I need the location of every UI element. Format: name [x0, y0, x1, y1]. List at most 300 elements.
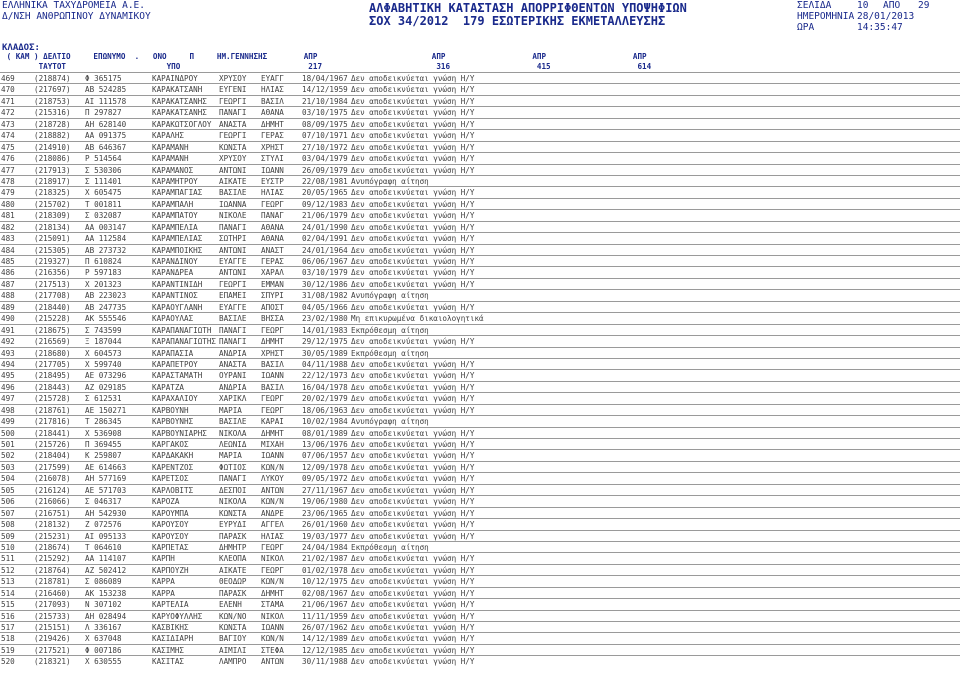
first-name: ΚΛΕΟΠΑ: [219, 554, 247, 564]
candidate-code: (218680): [34, 348, 71, 358]
org-name: ΕΛΛΗΝΙΚΑ ΤΑΧΥΔΡΟΜΕΙΑ Α.Ε.: [2, 0, 145, 11]
row-separator: [0, 438, 960, 439]
father-name: ΧΑΡΑΛ: [261, 268, 284, 278]
birth-date: 21/06/1979: [302, 211, 348, 221]
row-separator: [0, 484, 960, 485]
row-number: 477: [1, 165, 15, 175]
birth-date: 21/10/1984: [302, 96, 348, 106]
row-number: 513: [1, 577, 15, 587]
surname: ΚΑΡΑΝΔΙΝΟΥ: [152, 257, 198, 266]
father-name: ΜΙΧΑΗ: [261, 440, 284, 449]
row-separator: [0, 472, 960, 473]
row-separator: [0, 255, 960, 256]
father-name: ΒΑΣΙΛ: [261, 382, 284, 392]
father-name: ΣΠΥΡΙ: [261, 291, 284, 301]
candidate-code: (215702): [34, 199, 71, 209]
time-value: 14:35:47: [857, 22, 903, 33]
row-number: 504: [1, 474, 15, 484]
father-name: ΗΛΙΑΣ: [261, 531, 284, 541]
father-name: ΓΕΡΑΣ: [261, 131, 284, 141]
row-separator: [0, 106, 960, 107]
row-separator: [0, 587, 960, 588]
first-name: ΑΝΔΡΙΑ: [219, 348, 247, 358]
father-name: ΑΓΓΕΛ: [261, 520, 284, 530]
candidate-code: (215728): [34, 394, 71, 404]
rejection-reason: Ανυπόγραφη αίτηση: [351, 417, 429, 427]
candidate-code: (217521): [34, 645, 71, 655]
candidate-code: (218917): [34, 176, 71, 186]
rejection-reason: Δεν αποδεικνύεται γνώση Η/Υ: [351, 119, 475, 129]
rejection-reason: Δεν αποδεικνύεται γνώση Η/Υ: [351, 302, 475, 312]
column-header-line1: ( ΚΑΜ ) ΔΕΛΤΙΟ ΕΠΩΝΥΜΟ . ΟΝΟ Π ΗΜ.ΓΕΝΝΗΣΗΣ ΑΠΡ ΑΠΡ ΑΠΡ ΑΠΡ: [2, 52, 647, 61]
birth-date: 24/01/1990: [302, 222, 348, 232]
rejection-reason: Δεν αποδεικνύεται γνώση Η/Υ: [351, 428, 475, 438]
father-name: ΙΩΑΝΝ: [261, 623, 284, 632]
row-number: 485: [1, 257, 15, 266]
row-separator: [0, 449, 960, 450]
father-name: ΚΩΝ/Ν: [261, 577, 284, 587]
id-card-number: Χ 604573: [85, 348, 122, 358]
birth-date: 24/01/1964: [302, 245, 348, 255]
row-separator: [0, 621, 960, 622]
first-name: ΓΕΩΡΓΙ: [219, 279, 247, 289]
surname: ΚΑΡΛΟΒΙΤΣ: [152, 485, 194, 495]
row-separator: [0, 461, 960, 462]
row-number: 488: [1, 291, 15, 301]
id-card-number: ΑΕ 614663: [85, 462, 127, 472]
rejection-reason: Δεν αποδεικνύεται γνώση Η/Υ: [351, 245, 475, 255]
birth-date: 09/05/1972: [302, 474, 348, 484]
id-card-number: Χ 599740: [85, 359, 122, 369]
father-name: ΓΕΩΡΓ: [261, 542, 284, 552]
first-name: ΑΙΚΑΤΕ: [219, 176, 247, 186]
birth-date: 21/02/1987: [302, 554, 348, 564]
row-number: 505: [1, 485, 15, 495]
first-name: ΕΠΑΜΕΙ: [219, 291, 247, 301]
id-card-number: ΑΕ 150271: [85, 405, 127, 415]
candidate-code: (215231): [34, 531, 71, 541]
birth-date: 19/06/1980: [302, 497, 348, 507]
id-card-number: Σ 743599: [85, 325, 122, 335]
rejection-reason: Δεν αποδεικνύεται γνώση Η/Υ: [351, 634, 475, 644]
first-name: ΑΝΑΣΤΑ: [219, 359, 247, 369]
row-separator: [0, 552, 960, 553]
rejection-reason: Δεν αποδεικνύεται γνώση Η/Υ: [351, 382, 475, 392]
surname: ΚΑΡΟΖΑ: [152, 497, 180, 507]
rejection-reason: Δεν αποδεικνύεται γνώση Η/Υ: [351, 588, 475, 598]
surname: ΚΑΡΑΜΠΑΓΙΑΣ: [152, 188, 203, 198]
father-name: ΔΗΜΗΤ: [261, 337, 284, 347]
surname: ΚΑΡΑΝΤΙΝΟΣ: [152, 291, 198, 301]
first-name: ΦΩΤΙΟΣ: [219, 462, 247, 472]
row-number: 500: [1, 428, 15, 438]
candidate-code: (218440): [34, 302, 71, 312]
row-separator: [0, 175, 960, 176]
table-row: [0, 656, 960, 667]
rejection-reason: Δεν αποδεικνύεται γνώση Η/Υ: [351, 96, 475, 106]
row-separator: [0, 655, 960, 656]
father-name: ΚΩΝ/Ν: [261, 462, 284, 472]
row-number: 510: [1, 542, 15, 552]
candidate-code: (216460): [34, 588, 71, 598]
row-number: 497: [1, 394, 15, 404]
row-separator: [0, 244, 960, 245]
surname: ΚΑΡΑΜΑΝΗ: [152, 154, 189, 164]
first-name: ΕΥΓΕΝΙ: [219, 85, 247, 95]
surname: ΚΑΣΙΜΗΣ: [152, 645, 185, 655]
birth-date: 27/11/1967: [302, 485, 348, 495]
candidate-code: (218728): [34, 119, 71, 129]
first-name: ΧΑΡΙΚΛ: [219, 394, 247, 404]
rejection-reason: Δεν αποδεικνύεται γνώση Η/Υ: [351, 497, 475, 507]
birth-date: 10/12/1975: [302, 577, 348, 587]
candidate-code: (216569): [34, 337, 71, 347]
row-number: 482: [1, 222, 15, 232]
id-card-number: ΑΕ 073296: [85, 371, 127, 381]
rejection-reason: Δεν αποδεικνύεται γνώση Η/Υ: [351, 234, 475, 244]
row-separator: [0, 644, 960, 645]
id-card-number: Ρ 514564: [85, 154, 122, 164]
birth-date: 21/06/1967: [302, 600, 348, 610]
rejection-reason: Δεν αποδεικνύεται γνώση Η/Υ: [351, 131, 475, 141]
id-card-number: Σ 086089: [85, 577, 122, 587]
rejection-reason: Δεν αποδεικνύεται γνώση Η/Υ: [351, 554, 475, 564]
rejection-reason: Δεν αποδεικνύεται γνώση Η/Υ: [351, 531, 475, 541]
row-number: 490: [1, 314, 15, 324]
rejection-reason: Δεν αποδεικνύεται γνώση Η/Υ: [351, 405, 475, 415]
surname: ΚΑΡΠΕΤΑΣ: [152, 542, 189, 552]
father-name: ΧΡΗΣΤ: [261, 142, 284, 152]
row-separator: [0, 118, 960, 119]
page-label: ΣΕΛΙΔΑ: [797, 0, 832, 11]
candidate-code: (218309): [34, 211, 71, 221]
rejection-reason: Δεν αποδεικνύεται γνώση Η/Υ: [351, 279, 475, 289]
surname: ΚΑΡΑΠΑΣΙΑ: [152, 348, 194, 358]
row-number: 514: [1, 588, 15, 598]
father-name: ΝΙΚΟΛ: [261, 554, 284, 564]
surname: ΚΑΡΠΗ: [152, 554, 175, 564]
time-label: ΩΡΑ: [797, 22, 815, 33]
rejection-reason: Δεν αποδεικνύεται γνώση Η/Υ: [351, 451, 475, 461]
candidate-code: (216356): [34, 268, 71, 278]
row-number: 495: [1, 371, 15, 381]
row-separator: [0, 301, 960, 302]
id-card-number: ΑΑ 112584: [85, 234, 127, 244]
rejection-reason: Δεν αποδεικνύεται γνώση Η/Υ: [351, 520, 475, 530]
id-card-number: Χ 630555: [85, 657, 122, 667]
rejection-reason: Δεν αποδεικνύεται γνώση Η/Υ: [351, 600, 475, 610]
row-number: 493: [1, 348, 15, 358]
candidate-code: (219327): [34, 257, 71, 266]
rejection-reason: Δεν αποδεικνύεται γνώση Η/Υ: [351, 565, 475, 575]
first-name: ΒΑΣΙΛΕ: [219, 314, 247, 324]
row-separator: [0, 129, 960, 130]
father-name: ΑΘΑΝΑ: [261, 234, 284, 244]
id-card-number: ΑΒ 223023: [85, 291, 127, 301]
first-name: ΑΝΔΡΙΑ: [219, 382, 247, 392]
birth-date: 12/09/1978: [302, 462, 348, 472]
candidate-code: (217816): [34, 417, 71, 427]
id-card-number: ΑΙ 095133: [85, 531, 127, 541]
rejection-reason: Δεν αποδεικνύεται γνώση Η/Υ: [351, 645, 475, 655]
rejection-reason: Δεν αποδεικνύεται γνώση Η/Υ: [351, 268, 475, 278]
rejection-reason: Μη επικυρωμένα δικαιολογητικά: [351, 314, 484, 324]
father-name: ΒΑΣΙΛ: [261, 96, 284, 106]
birth-date: 04/05/1966: [302, 302, 348, 312]
row-separator: [0, 541, 960, 542]
rejection-reason: Δεν αποδεικνύεται γνώση Η/Υ: [351, 257, 475, 266]
birth-date: 22/12/1973: [302, 371, 348, 381]
rejection-reason: Δεν αποδεικνύεται γνώση Η/Υ: [351, 440, 475, 449]
date-label: ΗΜΕΡΟΜΗΝΙΑ: [797, 11, 855, 22]
first-name: ΛΑΜΠΡΟ: [219, 657, 247, 667]
row-separator: [0, 530, 960, 531]
birth-date: 07/06/1957: [302, 451, 348, 461]
first-name: ΑΝΤΩΝΙ: [219, 165, 247, 175]
first-name: ΒΑΣΙΛΕ: [219, 188, 247, 198]
first-name: ΠΑΝΑΓΙ: [219, 222, 247, 232]
row-separator: [0, 507, 960, 508]
first-name: ΓΕΩΡΓΙ: [219, 131, 247, 141]
surname: ΚΑΡΑΛΗΣ: [152, 131, 185, 141]
first-name: ΑΝΤΩΝΙ: [219, 268, 247, 278]
rejection-reason: Δεν αποδεικνύεται γνώση Η/Υ: [351, 188, 475, 198]
father-name: ΠΑΝΑΓ: [261, 211, 284, 221]
row-separator: [0, 141, 960, 142]
rejection-reason: Δεν αποδεικνύεται γνώση Η/Υ: [351, 394, 475, 404]
row-separator: [0, 575, 960, 576]
id-card-number: Λ 336167: [85, 623, 122, 632]
row-separator: [0, 598, 960, 599]
surname: ΚΑΡΟΥΣΟΥ: [152, 520, 189, 530]
father-name: ΕΥΑΓΓ: [261, 74, 284, 83]
first-name: ΕΛΕΝΗ: [219, 600, 242, 610]
candidate-table: [0, 73, 960, 668]
birth-date: 23/06/1965: [302, 508, 348, 518]
first-name: ΠΑΡΑΣΚ: [219, 531, 247, 541]
candidate-code: (218404): [34, 451, 71, 461]
branch-label: ΚΛΑΔΟΣ:: [2, 43, 40, 53]
father-name: ΕΥΣΤΡ: [261, 176, 284, 186]
row-number: 487: [1, 279, 15, 289]
id-card-number: Π 297827: [85, 108, 122, 118]
surname: ΚΑΡΑΜΠΑΛΗ: [152, 199, 194, 209]
rejection-reason: Εκπρόθεσμη αίτηση: [351, 542, 429, 552]
surname: ΚΑΡΑΝΔΡΕΑ: [152, 268, 194, 278]
row-number: 496: [1, 382, 15, 392]
birth-date: 22/08/1981: [302, 176, 348, 186]
report-title: ΑΛΦΑΒΗΤΙΚΗ ΚΑΤΑΣΤΑΣΗ ΑΠΟΡΡΙΦΘΕΝΤΩΝ ΥΠΟΨΗΦΙΩΝ: [369, 1, 687, 15]
id-card-number: ΑΑ 114107: [85, 554, 127, 564]
surname: ΚΑΡΑΜΗΤΡΟΥ: [152, 176, 198, 186]
id-card-number: Τ 286345: [85, 417, 122, 427]
id-card-number: ΑΚ 153238: [85, 588, 127, 598]
father-name: ΑΝΑΣΤ: [261, 245, 284, 255]
surname: ΚΑΡΕΝΤΖΟΣ: [152, 462, 194, 472]
first-name: ΧΡΥΣΟΥ: [219, 74, 247, 83]
birth-date: 30/11/1988: [302, 657, 348, 667]
row-separator: [0, 72, 960, 73]
row-separator: [0, 392, 960, 393]
row-separator: [0, 95, 960, 96]
father-name: ΑΠΟΣΤ: [261, 302, 284, 312]
birth-date: 23/02/1980: [302, 314, 348, 324]
id-card-number: Χ 536908: [85, 428, 122, 438]
row-number: 491: [1, 325, 15, 335]
surname: ΚΑΡΠΟΥΖΗ: [152, 565, 189, 575]
birth-date: 31/08/1982: [302, 291, 348, 301]
candidate-code: (218874): [34, 74, 71, 83]
first-name: ΜΑΡΙΑ: [219, 405, 242, 415]
column-header-line2: ΤΑΥΤΟΤ ΥΠΟ 217 316 415 614: [2, 62, 652, 71]
row-number: 472: [1, 108, 15, 118]
report-subtitle: ΣΟΧ 34/2012 179 ΕΣΩΤΕΡΙΚΗΣ ΕΚΜΕΤΑΛΛΕΥΣΗΣ: [369, 14, 666, 28]
row-number: 473: [1, 119, 15, 129]
surname: ΚΑΡΑΚΑΤΣΑΝΗΣ: [152, 108, 207, 118]
rejection-reason: Δεν αποδεικνύεται γνώση Η/Υ: [351, 462, 475, 472]
surname: ΚΑΡΒΟΥΝΗ: [152, 405, 189, 415]
surname: ΚΑΡΑΜΠΑΤΟΥ: [152, 211, 198, 221]
row-separator: [0, 324, 960, 325]
id-card-number: ΑΖ 502412: [85, 565, 127, 575]
row-number: 499: [1, 417, 15, 427]
first-name: ΑΝΤΩΝΙ: [219, 245, 247, 255]
row-number: 517: [1, 623, 15, 632]
candidate-code: (218753): [34, 96, 71, 106]
row-separator: [0, 632, 960, 633]
father-name: ΑΘΑΝΑ: [261, 108, 284, 118]
birth-date: 20/05/1965: [302, 188, 348, 198]
row-separator: [0, 83, 960, 84]
row-number: 512: [1, 565, 15, 575]
first-name: ΟΥΡΑΝΙ: [219, 371, 247, 381]
surname: ΚΑΡΑΜΠΕΛΙΑ: [152, 222, 198, 232]
surname: ΚΑΡΟΥΜΠΑ: [152, 508, 189, 518]
candidate-code: (215292): [34, 554, 71, 564]
candidate-code: (218443): [34, 382, 71, 392]
id-card-number: ΑΕ 571703: [85, 485, 127, 495]
first-name: ΓΕΩΡΓΙ: [219, 96, 247, 106]
id-card-number: ΑΒ 524285: [85, 85, 127, 95]
id-card-number: Χ 605475: [85, 188, 122, 198]
candidate-code: (216078): [34, 474, 71, 484]
surname: ΚΑΡΑΣΤΑΜΑΤΗ: [152, 371, 203, 381]
father-name: ΓΕΡΑΣ: [261, 257, 284, 266]
row-number: 476: [1, 154, 15, 164]
candidate-code: (215228): [34, 314, 71, 324]
first-name: ΙΩΑΝΝΑ: [219, 199, 247, 209]
row-number: 508: [1, 520, 15, 530]
row-number: 520: [1, 657, 15, 667]
first-name: ΑΙΜΙΛΙ: [219, 645, 247, 655]
row-number: 471: [1, 96, 15, 106]
father-name: ΚΩΝ/Ν: [261, 497, 284, 507]
id-card-number: Χ 201323: [85, 279, 122, 289]
rejection-reason: Δεν αποδεικνύεται γνώση Η/Υ: [351, 222, 475, 232]
row-separator: [0, 289, 960, 290]
candidate-code: (218325): [34, 188, 71, 198]
surname: ΚΑΡΑΝΤΙΝΙΔΗ: [152, 279, 203, 289]
birth-date: 20/02/1979: [302, 394, 348, 404]
row-separator: [0, 358, 960, 359]
row-number: 480: [1, 199, 15, 209]
row-separator: [0, 209, 960, 210]
surname: ΚΑΡΒΟΥΝΗΣ: [152, 417, 194, 427]
row-separator: [0, 164, 960, 165]
first-name: ΔΗΜΗΤΡ: [219, 542, 247, 552]
candidate-code: (216751): [34, 508, 71, 518]
father-name: ΒΗΣΣΑ: [261, 314, 284, 324]
first-name: ΝΙΚΟΛΑ: [219, 428, 247, 438]
first-name: ΑΙΚΑΤΕ: [219, 565, 247, 575]
rejection-reason: Δεν αποδεικνύεται γνώση Η/Υ: [351, 142, 475, 152]
birth-date: 16/04/1978: [302, 382, 348, 392]
id-card-number: ΑΑ 003147: [85, 222, 127, 232]
birth-date: 03/10/1975: [302, 108, 348, 118]
row-number: 519: [1, 645, 15, 655]
birth-date: 02/04/1991: [302, 234, 348, 244]
id-card-number: Π 369455: [85, 440, 122, 449]
id-card-number: Ρ 597183: [85, 268, 122, 278]
first-name: ΝΙΚΟΛΑ: [219, 497, 247, 507]
id-card-number: ΑΑ 091375: [85, 131, 127, 141]
row-number: 509: [1, 531, 15, 541]
father-name: ΛΥΚΟΥ: [261, 474, 284, 484]
row-number: 511: [1, 554, 15, 564]
row-separator: [0, 152, 960, 153]
row-number: 474: [1, 131, 15, 141]
id-card-number: ΑΗ 542930: [85, 508, 127, 518]
candidate-code: (217599): [34, 462, 71, 472]
father-name: ΚΩΝ/Ν: [261, 634, 284, 644]
row-number: 492: [1, 337, 15, 347]
birth-date: 30/12/1986: [302, 279, 348, 289]
surname: ΚΑΣΙΔΙΑΡΗ: [152, 634, 194, 644]
candidate-code: (215316): [34, 108, 71, 118]
row-separator: [0, 198, 960, 199]
row-number: 470: [1, 85, 15, 95]
first-name: ΚΩΝΣΤΑ: [219, 508, 247, 518]
first-name: ΝΙΚΟΛΕ: [219, 211, 247, 221]
father-name: ΑΝΔΡΕ: [261, 508, 284, 518]
birth-date: 11/11/1959: [302, 611, 348, 621]
candidate-code: (217513): [34, 279, 71, 289]
id-card-number: ΑΖ 029185: [85, 382, 127, 392]
row-number: 475: [1, 142, 15, 152]
birth-date: 29/12/1975: [302, 337, 348, 347]
row-number: 478: [1, 176, 15, 186]
candidate-code: (218764): [34, 565, 71, 575]
father-name: ΑΝΤΩΝ: [261, 485, 284, 495]
surname: ΚΑΡΒΟΥΝΙΑΡΗΣ: [152, 428, 207, 438]
row-separator: [0, 232, 960, 233]
surname: ΚΑΡΑΚΩΤΣΟΓΛΟΥ: [152, 119, 212, 129]
id-card-number: Σ 032087: [85, 211, 122, 221]
surname: ΚΑΡΑΠΕΤΡΟΥ: [152, 359, 198, 369]
row-separator: [0, 427, 960, 428]
birth-date: 03/10/1979: [302, 268, 348, 278]
row-number: 498: [1, 405, 15, 415]
surname: ΚΑΡΑΜΠΟΙΚΗΣ: [152, 245, 203, 255]
rejection-reason: Δεν αποδεικνύεται γνώση Η/Υ: [351, 508, 475, 518]
rejection-reason: Δεν αποδεικνύεται γνώση Η/Υ: [351, 623, 475, 632]
id-card-number: Ν 307102: [85, 600, 122, 610]
row-number: 494: [1, 359, 15, 369]
candidate-code: (218132): [34, 520, 71, 530]
surname: ΚΑΡΑΧΑΛΙΟΥ: [152, 394, 198, 404]
row-number: 486: [1, 268, 15, 278]
id-card-number: Τ 064610: [85, 542, 122, 552]
